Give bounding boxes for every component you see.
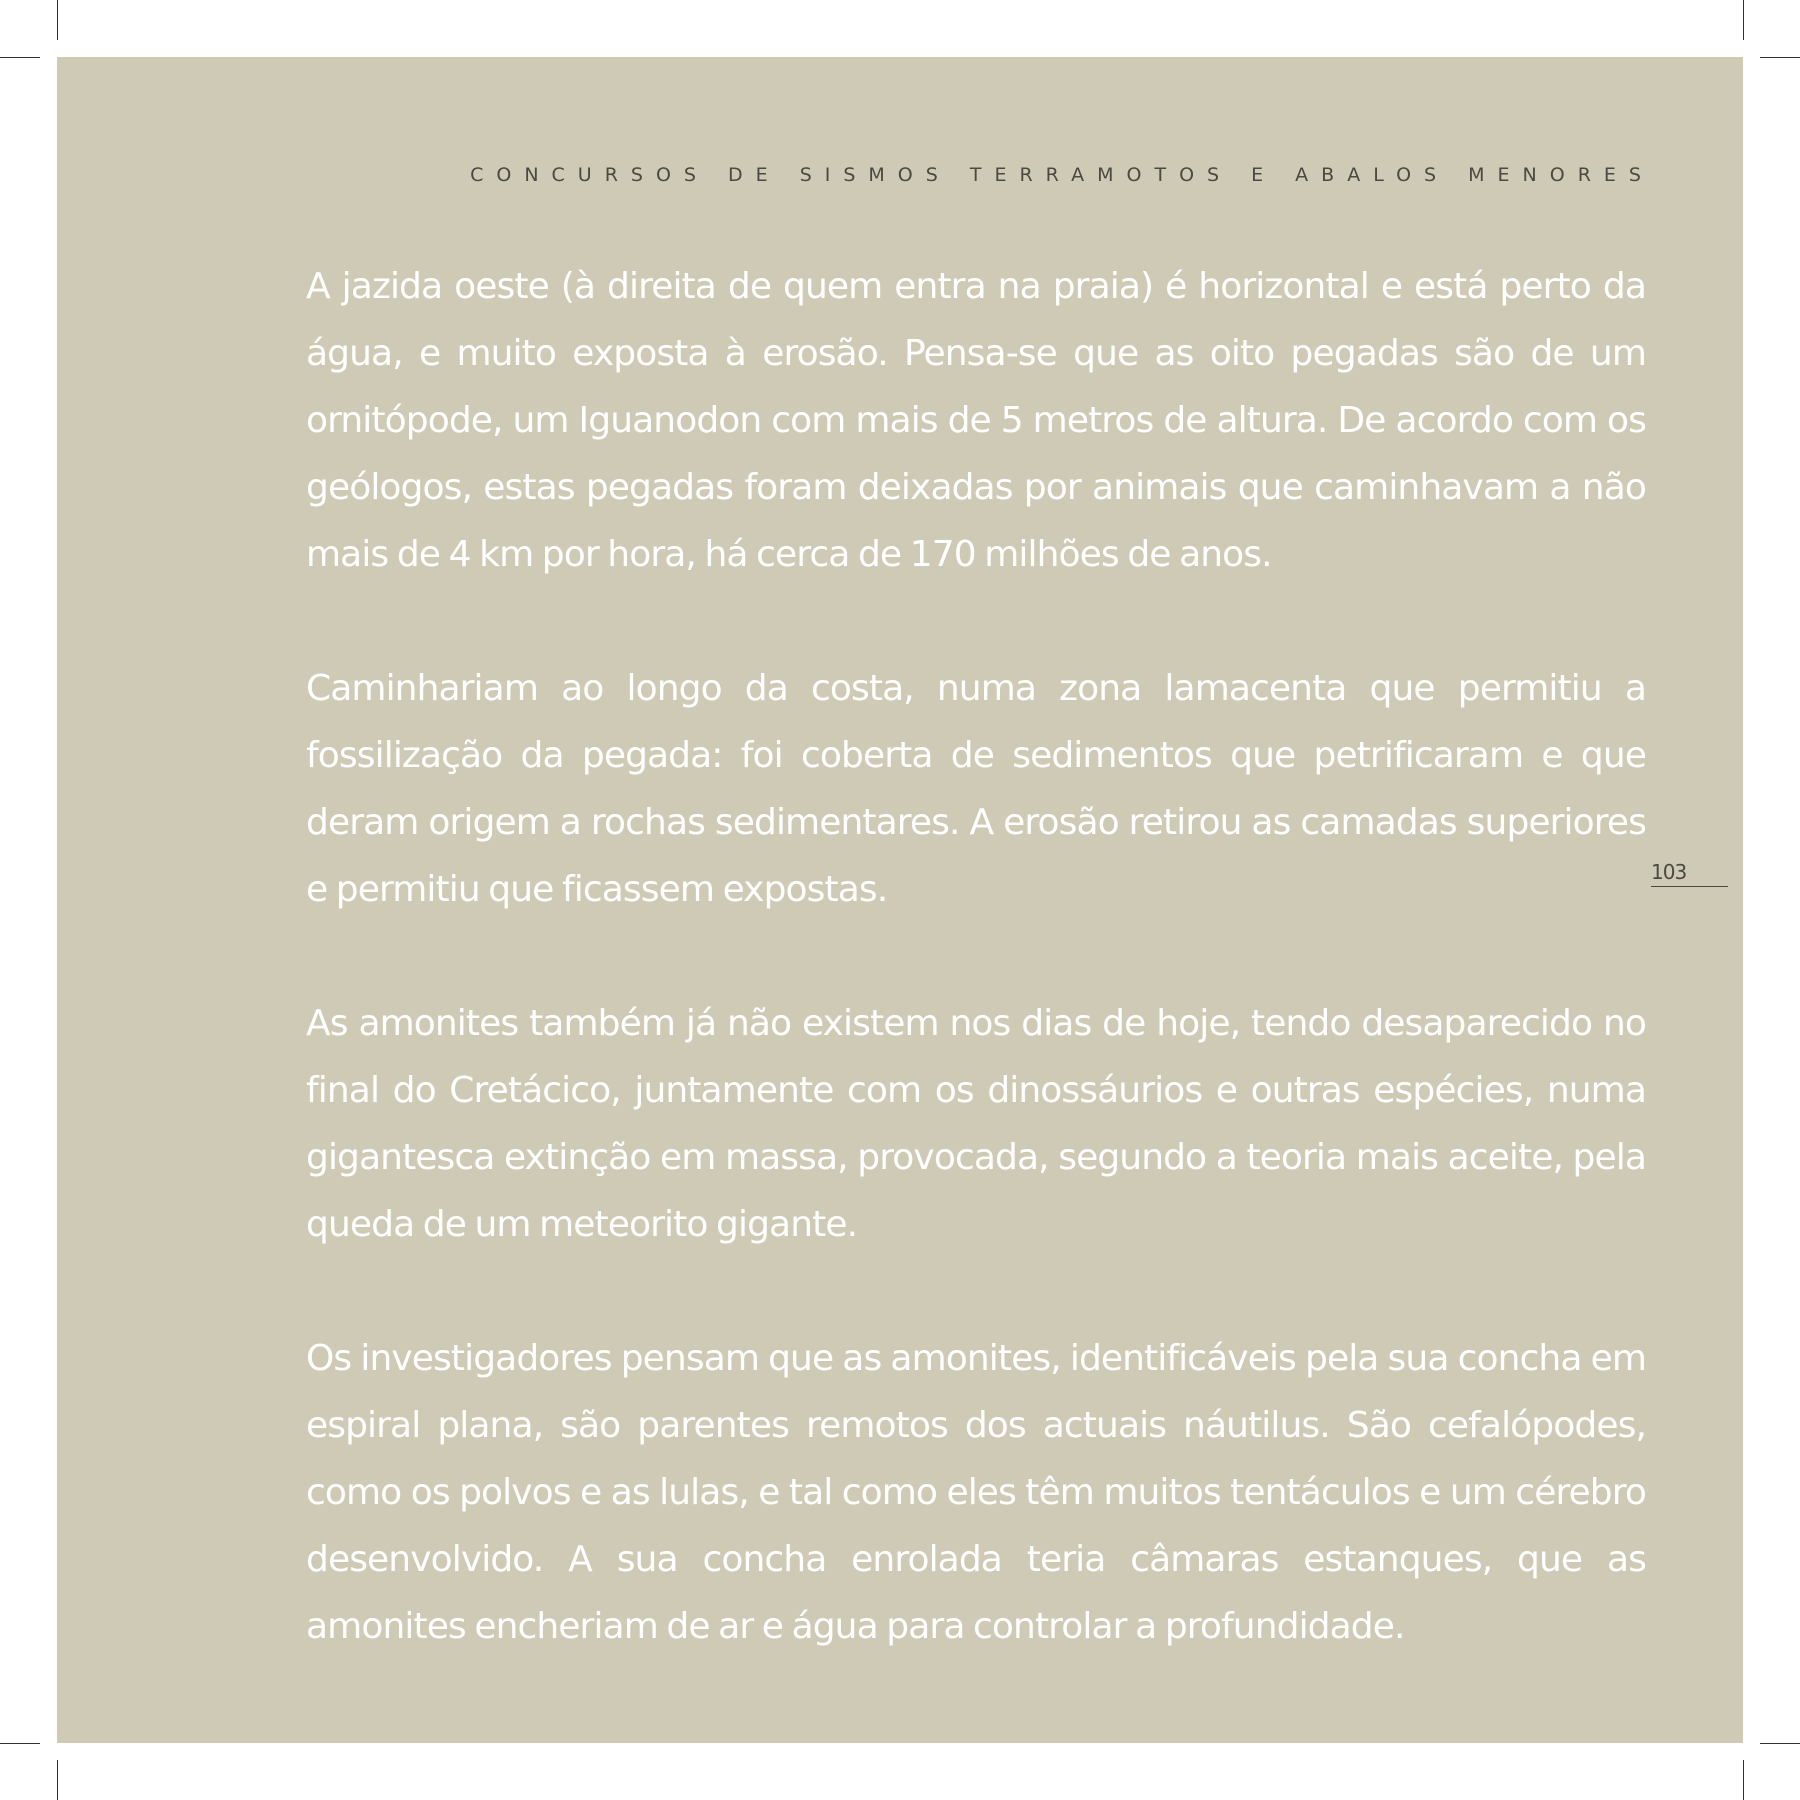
page-panel [57,57,1743,1743]
crop-mark [1760,57,1800,58]
page-number: 103 [1651,860,1728,887]
paragraph: As amonites também já não existem nos dias de hoje, tendo desaparecido no final do Cretácico, juntamente com os dinossáurios e outras espécies, numa gigantesca extinção em massa, provocada, segundo a teoria mais aceite, pela queda de um meteorito gigante. [306,1003,1646,1245]
crop-mark [1743,1760,1744,1800]
running-header: CONCURSOS DE SISMOS TERRAMOTOS E ABALOS MENORES [470,164,1654,186]
body-text [306,253,1646,1660]
crop-mark [0,57,40,58]
crop-mark [1743,0,1744,40]
paragraph: Caminhariam ao longo da costa, numa zona lamacenta que permitiu a fossilização da pegada: foi coberta de sedimentos que petrificaram e que deram origem a rochas sedimentares. A erosão retirou as camadas superiores e permitiu que ficassem expostas. [306,668,1646,910]
crop-mark [1760,1743,1800,1744]
crop-mark [57,0,58,40]
crop-mark [57,1760,58,1800]
crop-mark [0,1743,40,1744]
paragraph: Os investigadores pensam que as amonites, identificáveis pela sua concha em espiral plana, são parentes remotos dos actuais náutilus. São cefalópodes, como os polvos e as lulas, e tal como eles têm muitos tentáculos e um cérebro desenvolvido. A sua concha enrolada teria câmaras estanques, que as amonites encheriam de ar e água para controlar a profundidade. [306,1338,1646,1647]
paragraph: A jazida oeste (à direita de quem entra na praia) é horizontal e está perto da água, e muito exposta à erosão. Pensa-se que as oito pegadas são de um ornitópode, um Iguanodon com mais de 5 metros de altura. De acordo com os geólogos, estas pegadas foram deixadas por animais que caminhavam a não mais de 4 km por hora, há cerca de 170 milhões de anos. [306,266,1646,575]
